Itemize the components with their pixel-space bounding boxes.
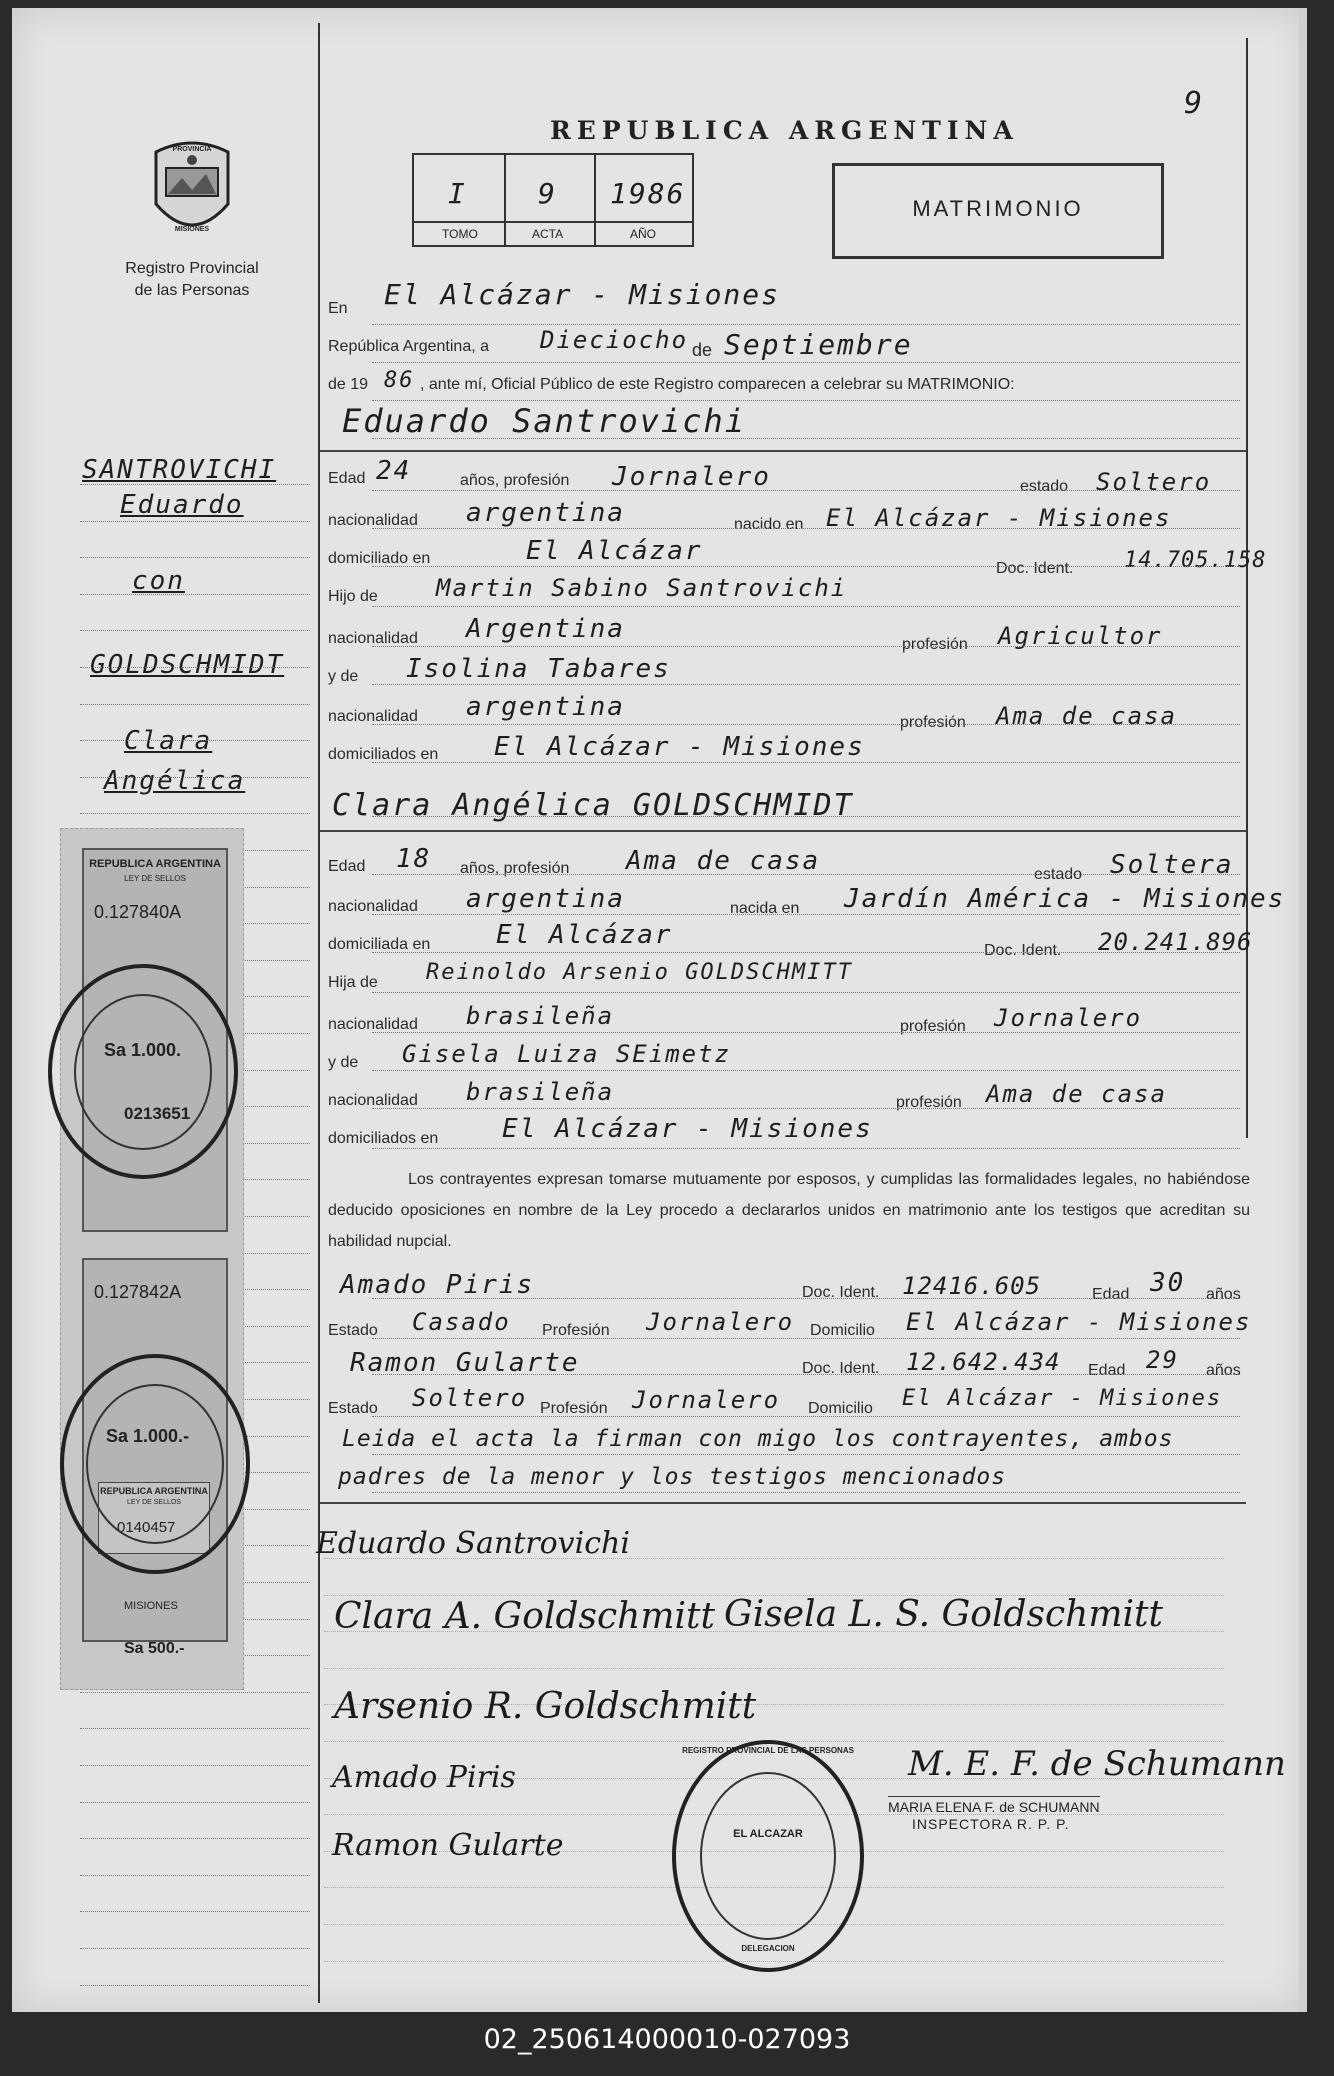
bride-mother-profession: Ama de casa: [986, 1080, 1167, 1108]
bride-father: Reinoldo Arsenio GOLDSCHMITT: [426, 960, 853, 985]
groom-mother-nationality: argentina: [466, 692, 625, 722]
body-rule-line: [372, 490, 1240, 491]
witness-2-address: El Alcázar - Misiones: [902, 1386, 1223, 1411]
body-rule-line: [372, 816, 1240, 817]
signature-witness-1: Amado Piris: [332, 1760, 516, 1795]
tax-stamp-1: REPUBLICA ARGENTINA LEY DE SELLOS 0.127840A Sa 1.000. 0213651: [82, 848, 228, 1232]
act-type-box: [832, 163, 1164, 259]
signature-groom: Eduardo Santrovichi: [316, 1526, 630, 1561]
margin-rule-line: [80, 1948, 310, 1949]
bride-age: 18: [396, 844, 432, 874]
margin-surname-2: GOLDSCHMIDT: [90, 650, 285, 680]
seal-side-text: DELEGACION: [741, 1944, 795, 1953]
witness-1-name: Amado Piris: [340, 1270, 535, 1300]
tomo-label: TOMO: [442, 227, 478, 241]
official-name: MARIA ELENA F. de SCHUMANN: [888, 1796, 1100, 1815]
act-type: MATRIMONIO: [912, 196, 1084, 221]
witness-1-address: El Alcázar - Misiones: [906, 1308, 1252, 1336]
stamp-3-value: Sa 500.-: [124, 1640, 185, 1657]
year-suffix: 86: [384, 368, 415, 393]
seal-arc-text: REGISTRO PROVINCIAL DE LAS PERSONAS: [682, 1746, 854, 1755]
groom-father-nationality: Argentina: [466, 614, 625, 644]
groom-age: 24: [376, 456, 412, 486]
groom-father: Martin Sabino Santrovichi: [436, 574, 848, 602]
groom-mother: Isolina Tabares: [406, 654, 671, 684]
signature-bride: Clara A. Goldschmitt: [334, 1596, 715, 1637]
delegation-seal: [672, 1740, 864, 1972]
stamp-1-number: 0213651: [124, 1104, 191, 1123]
month: Septiembre: [724, 328, 913, 361]
ano-value: 1986: [610, 177, 686, 210]
signature-bride-mother: Gisela L. S. Goldschmitt: [724, 1594, 1163, 1635]
body-rule-line: [372, 1374, 1240, 1375]
margin-rule-line: [80, 1985, 310, 1986]
body-rule-line: [372, 1148, 1240, 1149]
body-rule-line: [372, 1298, 1240, 1299]
section-rule: [320, 1502, 1246, 1504]
bride-status: Soltera: [1110, 850, 1234, 880]
body-rule-line: [372, 528, 1240, 529]
groom-nationality: argentina: [466, 498, 625, 528]
witness-2-age: 29: [1146, 1346, 1179, 1374]
right-rule: [1246, 38, 1248, 1138]
margin-name-1: Eduardo: [120, 490, 244, 520]
signature-witness-2: Ramon Gularte: [332, 1828, 564, 1863]
witness-1-status: Casado: [412, 1308, 511, 1336]
margin-rule-line: [80, 813, 310, 814]
body-rule-line: [372, 438, 1240, 439]
margin-rule-line: [80, 630, 310, 631]
seal-center-text: EL ALCAZAR: [733, 1828, 803, 1840]
margin-rule-line: [80, 1802, 310, 1803]
signature-rule-line: [324, 1668, 1224, 1669]
provincial-emblem: PROVINCIA MISIONES: [146, 138, 238, 248]
body-rule-line: [372, 646, 1240, 647]
registry-name: Registro Provincial de las Personas: [125, 260, 259, 299]
groom-doc: 14.705.158: [1124, 548, 1267, 573]
witness-2-doc: 12.642.434: [906, 1348, 1061, 1376]
margin-rule-line: [80, 521, 310, 522]
ano-label: AÑO: [630, 227, 657, 241]
section-rule: [320, 830, 1246, 832]
bride-mother-nationality: brasileña: [466, 1078, 615, 1106]
stamp-2-serial: 0.127842A: [94, 1282, 182, 1302]
tax-stamp-3: REPUBLICA ARGENTINA LEY DE SELLOS 0140457: [98, 1482, 210, 1554]
bride-birthplace: Jardín América - Misiones: [844, 884, 1286, 914]
bride-father-profession: Jornalero: [994, 1004, 1143, 1032]
bride-parents-address: El Alcázar - Misiones: [502, 1114, 873, 1144]
body-rule-line: [372, 762, 1240, 763]
day: Dieciocho: [540, 326, 689, 354]
page-edge: [1299, 8, 1307, 2012]
bride-nationality: argentina: [466, 884, 625, 914]
stamp-1-value: Sa 1.000.: [104, 1040, 182, 1060]
register-page: 9 REPUBLICA ARGENTINA I 9 1986 TOMO ACTA AÑO MATRIMONIO PROVINCIA MISIONES Registro Provincial de las Personas SANTROVICHI Eduardo con GOLDSCHMIDT Clara Angélica REPUBLICA ARGENTINA LEY DE SELLOS 0.127840A Sa 1.000. 0213651 0.127842A Sa 1.000.- REPUBLICA ARGENTINA LEY DE SELLOS 0140457 MISIONES Sa 500.- En El Alcázar - Misiones República Argentina, a Dieciocho de Septiembre de 19 86 , ante mí, Oficial Público de este Registro comparecen a celebrar su MATRIMONIO: Eduardo Santrovichi Edad 24 años, profesión Jornalero estado Soltero nacionalidad argentina nacido en El Alcázar - Misiones domiciliado en El Alcázar Doc. Ident. 14.705.158 Hijo de Martin Sabino Santrovichi nacionalidad Argentina profesión Agricultor y de Isolina Tabares nacionalidad argentina profesión Ama de casa domiciliados en El Alcázar - Misiones Clara Angélica GOLDSCHMIDT Edad 18 años, profesión Ama de casa estado Soltera nacionalidad argentina nacida en Jardín América - Misiones domiciliada en El Alcázar Doc. Ident. 20.241.896 Hija de Reinoldo Arsenio GOLDSCHMITT nacionalidad brasileña profesión Jornalero y de Gisela Luiza SEimetz nacionalidad brasileña profesión Ama de casa domiciliados en El Alcázar - Misiones Los contrayentes expresan tomarse mutuamente por esposos, y cumplidas las formalidades legales, no habiéndose deducido oposiciones en nombre de la Ley procedo a declararlos unidos en matrimonio ante los testigos que acreditan su habilidad nupcial. Amado Piris Doc. Ident. 12416.605 Edad 30 años Estado Casado Profesión Jornalero Domicilio El Alcázar - Misiones Ramon Gularte Doc. Ident. 12.642.434 Edad 29 años Estado Soltero Profesión Jornalero Domicilio El Alcázar - Misiones Leida el acta la firman con migo los contrayentes, ambos padres de la menor y los testigos mencionados Eduardo Santrovichi Clara A. Goldschmitt Gisela L. S. Goldschmitt Arsenio R. Goldschmitt Amado Piris Ramon Gularte M. E. F. de Schumann MARIA ELENA F. de SCHUMANN INSPECTORA R. P. P. EL ALCAZAR REGISTRO PROVINCIAL DE LAS PERSONAS DELEGACION: [12, 8, 1307, 2012]
body-rule-line: [372, 952, 1240, 953]
declaration-paragraph: Los contrayentes expresan tomarse mutuamente por esposos, y cumplidas las formalidades legales, no habiéndose deducido oposiciones en nombre de la Ley procedo a declararlos unidos en matrimonio ante los testigos que acreditan su habilidad nupcial.: [328, 1171, 1250, 1250]
margin-rule-line: [80, 594, 310, 595]
acta-value: 9: [538, 177, 557, 210]
stamp-2-value: Sa 1.000.-: [106, 1426, 190, 1446]
margin-rule-line: [80, 1911, 310, 1912]
margin-rule-line: [80, 557, 310, 558]
witness-2-status: Soltero: [412, 1384, 528, 1412]
bride-profession: Ama de casa: [626, 846, 821, 876]
groom-address: El Alcázar: [526, 536, 703, 566]
witness-2-name: Ramon Gularte: [350, 1348, 580, 1378]
signature-official: M. E. F. de Schumann: [908, 1744, 1286, 1784]
groom-mother-profession: Ama de casa: [996, 702, 1177, 730]
margin-rule-line: [80, 1692, 310, 1693]
margin-rule-line: [80, 704, 310, 705]
margin-rule-line: [80, 667, 310, 668]
country-title: REPUBLICA ARGENTINA: [550, 116, 1019, 145]
body-rule-line: [372, 1492, 1240, 1493]
margin-name-2b: Angélica: [104, 766, 246, 796]
body-rule-line: [372, 914, 1240, 915]
body-rule-line: [372, 992, 1240, 993]
margin-rule-line: [80, 1875, 310, 1876]
body-rule-line: [372, 1032, 1240, 1033]
body-rule-line: [372, 1454, 1240, 1455]
section-rule: [320, 450, 1246, 452]
bride-name: Clara Angélica GOLDSCHMIDT: [332, 788, 854, 823]
witness-1-doc: 12416.605: [902, 1272, 1042, 1300]
margin-rule-line: [80, 484, 310, 485]
margin-surname-1: SANTROVICHI: [82, 455, 277, 485]
stamp-3-serial: 0140457: [117, 1519, 176, 1536]
body-rule-line: [372, 1108, 1240, 1109]
groom-father-profession: Agricultor: [998, 622, 1163, 650]
margin-rule-line: [80, 1838, 310, 1839]
signature-bride-father: Arsenio R. Goldschmitt: [334, 1686, 757, 1727]
acta-label: ACTA: [532, 227, 564, 241]
margin-rule-line: [80, 777, 310, 778]
tax-stamp-2: 0.127842A Sa 1.000.- REPUBLICA ARGENTINA LEY DE SELLOS 0140457 MISIONES: [82, 1258, 228, 1642]
official-title: INSPECTORA R. P. P.: [912, 1816, 1070, 1832]
margin-connector: con: [132, 566, 185, 596]
witness-1-profession: Jornalero: [646, 1308, 795, 1336]
groom-parents-address: El Alcázar - Misiones: [494, 732, 865, 762]
body-rule-line: [372, 724, 1240, 725]
bride-address: El Alcázar: [496, 920, 673, 950]
registry-seal-1: [48, 964, 238, 1179]
tomo-value: I: [448, 177, 467, 210]
body-rule-line: [372, 566, 1240, 567]
registry-seal-2: [60, 1354, 250, 1574]
groom-name: Eduardo Santrovichi: [342, 402, 747, 440]
place: El Alcázar - Misiones: [384, 278, 781, 311]
witness-1-age: 30: [1150, 1268, 1186, 1298]
witness-2-profession: Jornalero: [632, 1386, 781, 1414]
bride-doc: 20.241.896: [1098, 928, 1253, 956]
body-rule-line: [372, 684, 1240, 685]
tomo-acta-ano-box: [412, 153, 694, 247]
groom-profession: Jornalero: [612, 462, 771, 492]
margin-rule: [318, 23, 320, 2003]
margin-rule-line: [80, 1765, 310, 1766]
bride-mother: Gisela Luiza SEimetz: [402, 1040, 731, 1068]
body-rule-line: [372, 400, 1240, 401]
margin-name-2a: Clara: [124, 726, 213, 756]
page-number: 9: [1184, 86, 1205, 121]
body-rule-line: [372, 362, 1240, 363]
bride-father-nationality: brasileña: [466, 1002, 615, 1030]
body-rule-line: [372, 606, 1240, 607]
margin-rule-line: [80, 740, 310, 741]
body-rule-line: [372, 874, 1240, 875]
groom-status: Soltero: [1096, 468, 1212, 496]
body-rule-line: [372, 1338, 1240, 1339]
margin-rule-line: [80, 1728, 310, 1729]
body-rule-line: [372, 1070, 1240, 1071]
closing-note-2: padres de la menor y los testigos mencionados: [338, 1464, 1007, 1490]
groom-birthplace: El Alcázar - Misiones: [826, 504, 1172, 532]
document-id: 02_250614000010-027093: [483, 2024, 851, 2055]
stamp-1-serial: 0.127840A: [94, 902, 182, 922]
body-rule-line: [372, 1416, 1240, 1417]
closing-note-1: Leida el acta la firman con migo los contrayentes, ambos: [342, 1426, 1174, 1452]
body-rule-line: [372, 324, 1240, 325]
